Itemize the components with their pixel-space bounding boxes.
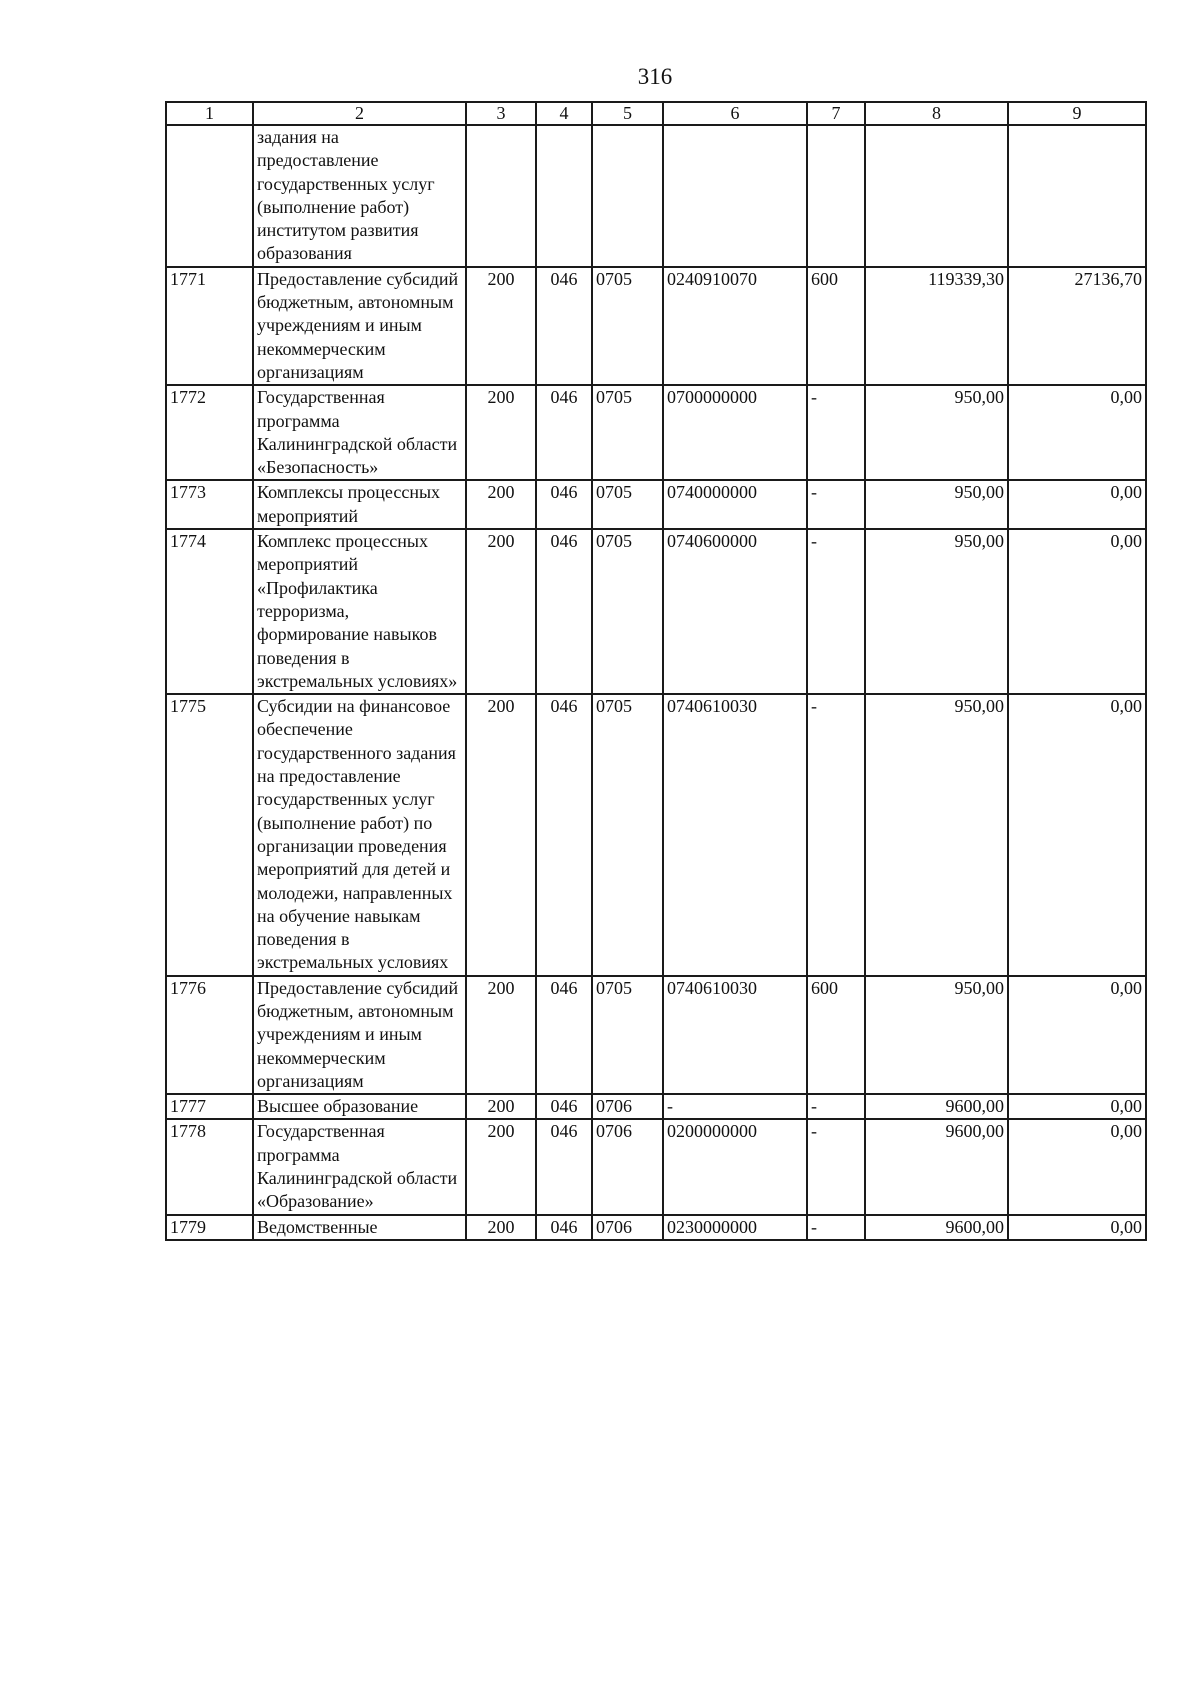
column-header: 3 — [466, 102, 536, 125]
ministry-code: 200 — [466, 694, 536, 976]
item-name: Государственная программа Калининградской области «Образование» — [253, 1119, 466, 1214]
target-article: 0740610030 — [663, 694, 807, 976]
ministry-code — [466, 125, 536, 267]
table-row — [166, 1215, 1146, 1240]
item-name: задания на предоставление государственных услуг (выполнение работ) институтом развития образования — [253, 125, 466, 267]
column-header: 5 — [592, 102, 663, 125]
department-code: 046 — [536, 385, 592, 480]
target-article — [663, 125, 807, 267]
department-code: 046 — [536, 529, 592, 694]
ministry-code: 200 — [466, 267, 536, 385]
row-number: 1773 — [166, 480, 253, 529]
item-name: Комплекс процессных мероприятий «Профилактика терроризма, формирование навыков поведения в экстремальных условиях» — [253, 529, 466, 694]
amount-col-9: 0,00 — [1008, 694, 1146, 976]
amount-col-9: 0,00 — [1008, 385, 1146, 480]
row-number: 1776 — [166, 976, 253, 1094]
amount-col-8: 9600,00 — [865, 1119, 1008, 1214]
item-name: Предоставление субсидий бюджетным, автономным учреждениям и иным некоммерческим организациям — [253, 267, 466, 385]
amount-col-8: 950,00 — [865, 480, 1008, 529]
column-header: 8 — [865, 102, 1008, 125]
ministry-code: 200 — [466, 529, 536, 694]
department-code — [536, 125, 592, 267]
page-number: 316 — [637, 64, 673, 89]
table-row — [166, 694, 1146, 976]
expense-type — [807, 125, 865, 267]
target-article: 0740600000 — [663, 529, 807, 694]
amount-col-9: 0,00 — [1008, 1215, 1146, 1240]
section-code: 0706 — [592, 1215, 663, 1240]
ministry-code: 200 — [466, 976, 536, 1094]
ministry-code: 200 — [466, 385, 536, 480]
amount-col-9: 0,00 — [1008, 529, 1146, 694]
expense-type: - — [807, 1094, 865, 1119]
section-code: 0706 — [592, 1094, 663, 1119]
item-name: Ведомственные — [253, 1215, 466, 1240]
item-name: Комплексы процессных мероприятий — [253, 480, 466, 529]
department-code: 046 — [536, 267, 592, 385]
expense-type: - — [807, 1215, 865, 1240]
department-code: 046 — [536, 1215, 592, 1240]
row-number: 1771 — [166, 267, 253, 385]
ministry-code: 200 — [466, 1215, 536, 1240]
header-row — [166, 102, 1146, 125]
target-article: 0230000000 — [663, 1215, 807, 1240]
item-name: Предоставление субсидий бюджетным, автономным учреждениям и иным некоммерческим организациям — [253, 976, 466, 1094]
amount-col-8: 9600,00 — [865, 1094, 1008, 1119]
expense-type: - — [807, 385, 865, 480]
section-code: 0705 — [592, 385, 663, 480]
table-row — [166, 1119, 1146, 1214]
amount-col-9: 0,00 — [1008, 976, 1146, 1094]
amount-col-9: 27136,70 — [1008, 267, 1146, 385]
section-code: 0705 — [592, 529, 663, 694]
expense-type: 600 — [807, 976, 865, 1094]
ministry-code: 200 — [466, 480, 536, 529]
amount-col-9: 0,00 — [1008, 480, 1146, 529]
section-code: 0705 — [592, 480, 663, 529]
item-name: Субсидии на финансовое обеспечение государственного задания на предоставление государственных услуг (выполнение работ) по организации проведения мероприятий для детей и молодежи, направленных на обучение навыкам поведения в экстремальных условиях — [253, 694, 466, 976]
column-header: 9 — [1008, 102, 1146, 125]
row-number: 1779 — [166, 1215, 253, 1240]
budget-table — [165, 101, 1147, 1241]
table-body — [166, 125, 1146, 1240]
target-article: 0740610030 — [663, 976, 807, 1094]
table-row — [166, 1094, 1146, 1119]
table-row — [166, 125, 1146, 267]
department-code: 046 — [536, 480, 592, 529]
target-article: - — [663, 1094, 807, 1119]
table-row — [166, 267, 1146, 385]
table-row — [166, 385, 1146, 480]
amount-col-8 — [865, 125, 1008, 267]
section-code: 0705 — [592, 267, 663, 385]
column-header: 4 — [536, 102, 592, 125]
expense-type: - — [807, 480, 865, 529]
amount-col-8: 119339,30 — [865, 267, 1008, 385]
row-number: 1778 — [166, 1119, 253, 1214]
amount-col-8: 950,00 — [865, 385, 1008, 480]
section-code: 0705 — [592, 694, 663, 976]
column-header: 6 — [663, 102, 807, 125]
amount-col-9 — [1008, 125, 1146, 267]
column-header: 7 — [807, 102, 865, 125]
table-row — [166, 529, 1146, 694]
row-number: 1775 — [166, 694, 253, 976]
expense-type: - — [807, 694, 865, 976]
row-number — [166, 125, 253, 267]
department-code: 046 — [536, 694, 592, 976]
target-article: 0200000000 — [663, 1119, 807, 1214]
amount-col-8: 950,00 — [865, 694, 1008, 976]
expense-type: - — [807, 1119, 865, 1214]
amount-col-8: 950,00 — [865, 976, 1008, 1094]
section-code — [592, 125, 663, 267]
department-code: 046 — [536, 976, 592, 1094]
target-article: 0240910070 — [663, 267, 807, 385]
amount-col-9: 0,00 — [1008, 1119, 1146, 1214]
section-code: 0705 — [592, 976, 663, 1094]
column-header: 1 — [166, 102, 253, 125]
row-number: 1772 — [166, 385, 253, 480]
target-article: 0700000000 — [663, 385, 807, 480]
item-name: Высшее образование — [253, 1094, 466, 1119]
row-number: 1777 — [166, 1094, 253, 1119]
table-row — [166, 976, 1146, 1094]
item-name: Государственная программа Калининградской области «Безопасность» — [253, 385, 466, 480]
expense-type: 600 — [807, 267, 865, 385]
amount-col-9: 0,00 — [1008, 1094, 1146, 1119]
ministry-code: 200 — [466, 1119, 536, 1214]
expense-type: - — [807, 529, 865, 694]
amount-col-8: 9600,00 — [865, 1215, 1008, 1240]
amount-col-8: 950,00 — [865, 529, 1008, 694]
ministry-code: 200 — [466, 1094, 536, 1119]
target-article: 0740000000 — [663, 480, 807, 529]
table-row — [166, 480, 1146, 529]
department-code: 046 — [536, 1094, 592, 1119]
section-code: 0706 — [592, 1119, 663, 1214]
department-code: 046 — [536, 1119, 592, 1214]
column-header: 2 — [253, 102, 466, 125]
row-number: 1774 — [166, 529, 253, 694]
